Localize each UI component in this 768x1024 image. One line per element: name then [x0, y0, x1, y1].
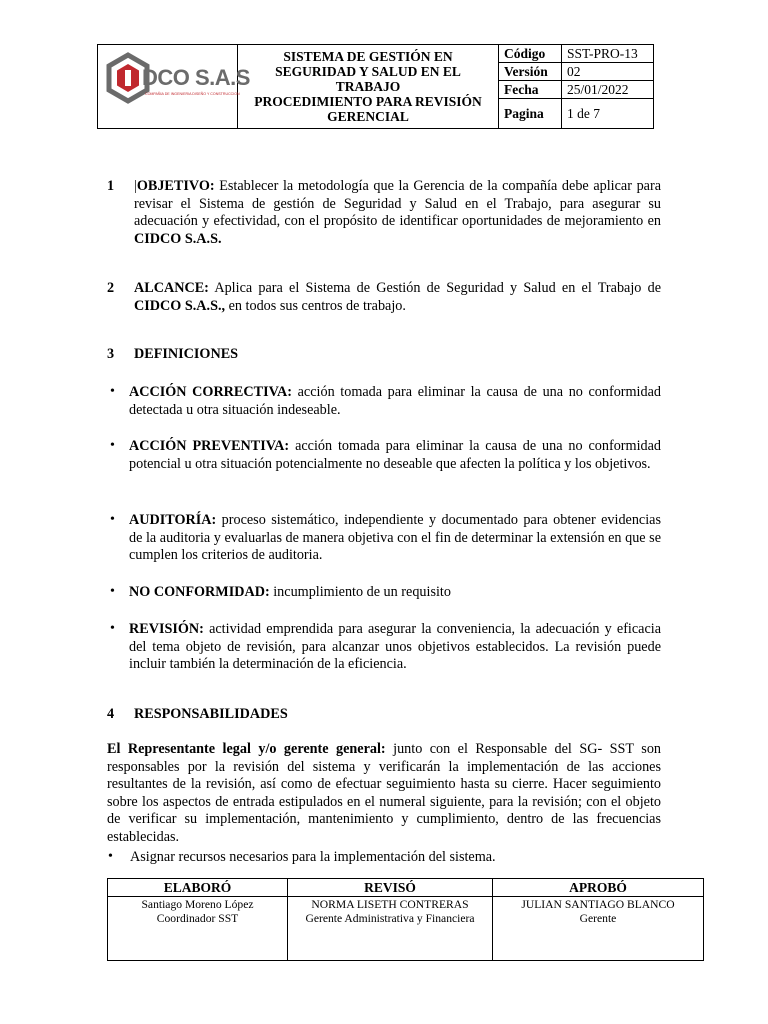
meta-label: Fecha: [499, 81, 562, 98]
section-number: 3: [107, 346, 115, 362]
definition-item: [129, 512, 661, 565]
document-title: [238, 45, 499, 128]
signer-role: Coordinador SST: [156, 912, 239, 925]
title-line: SISTEMA DE GESTIÓN EN: [283, 49, 453, 64]
signature-header: APROBÓ: [493, 879, 703, 897]
section-heading: DEFINICIONES: [134, 346, 239, 362]
signer-name: JULIAN SANTIAGO BLANCO: [521, 898, 675, 911]
signer-role: Gerente: [579, 912, 617, 925]
definition-term: ACCIÓN CORRECTIVA:: [129, 384, 293, 400]
definition-item: [129, 584, 661, 602]
cursor-marker: |: [134, 178, 137, 194]
meta-codigo: [499, 45, 653, 63]
title-line: TRABAJO: [335, 79, 401, 94]
definition-term: NO CONFORMIDAD:: [129, 584, 270, 600]
logo-text: DCO S.A.S: [142, 65, 250, 90]
responsibility-bullet: Asignar recursos necesarios para la implementación del sistema.: [130, 849, 496, 865]
meta-version: [499, 63, 653, 81]
responsible-text: junto con el Responsable del SG- SST son responsables por la revisión del sistema y verificarán la implementación de las acciones resultantes de la revisión, así como de efectuar seguimiento hasta su cierre. Hacer seguimiento sobre los aspectos de entrada estipulados en el numeral siguiente, para la revisión; con el objeto de verificar su implementación, mantenimiento y cumplimiento, dentro de las frecuencias establecidas.: [107, 741, 662, 845]
meta-fecha: [499, 81, 653, 99]
section-number: 2: [107, 280, 115, 296]
bullet-icon: •: [110, 621, 115, 636]
meta-label: Pagina: [499, 99, 562, 128]
section-objetivo: [134, 178, 661, 248]
section-heading: ALCANCE:: [134, 280, 209, 296]
signature-table: [107, 878, 704, 961]
meta-value: 02: [567, 64, 581, 79]
title-line: PROCEDIMIENTO PARA REVISIÓN: [254, 94, 482, 109]
signature-header: REVISÓ: [288, 879, 492, 897]
signer-name: Santiago Moreno López: [141, 898, 254, 911]
bullet-icon: •: [110, 438, 115, 453]
definition-item: [129, 438, 661, 473]
meta-pagina: [499, 99, 653, 128]
bullet-icon: •: [110, 584, 115, 599]
signature-body: [108, 897, 287, 926]
definition-item: [129, 384, 661, 419]
bullet-icon: •: [110, 512, 115, 527]
signer-role: Gerente Administrativa y Financiera: [305, 912, 475, 925]
definition-text: incumplimiento de un requisito: [269, 584, 451, 600]
signature-elaboro: [108, 879, 288, 960]
section-text-end: en todos sus centros de trabajo.: [225, 297, 406, 314]
company-logo: [98, 45, 250, 128]
section-number: 4: [107, 706, 115, 722]
bullet-icon: •: [108, 849, 113, 864]
meta-label: Código: [499, 45, 562, 62]
company-name: CIDCO S.A.S.,: [134, 297, 226, 314]
title-line: GERENCIAL: [327, 109, 409, 124]
logo-subtext: COMPAÑIA DE INGENIERIA DISEÑO Y CONSTRUCCION: [145, 92, 240, 96]
section-text: Aplica para el Sistema de Gestión de Seguridad y Salud en el Trabajo de: [208, 280, 661, 296]
meta-value: SST-PRO-13: [567, 46, 638, 61]
signature-reviso: [288, 879, 493, 960]
signature-body: [288, 897, 492, 926]
definition-term: AUDITORÍA:: [129, 512, 217, 528]
definition-text: proceso sistemático, independiente y documentado para obtener evidencias de la auditoria y evaluarlas de manera objetiva con el fin de determinar la extensión en que se cumplen los criterios de auditoria.: [129, 512, 661, 564]
title-line: SEGURIDAD Y SALUD EN EL: [275, 64, 461, 79]
responsabilidades-paragraph: [107, 741, 661, 847]
definition-term: REVISIÓN:: [129, 621, 204, 637]
signature-aprobo: [493, 879, 703, 960]
signature-body: [493, 897, 703, 926]
bullet-icon: •: [110, 384, 115, 399]
section-text: Establecer la metodología que la Gerencia de la compañía debe aplicar para revisar el Sistema de gestión de Seguridad y Salud en el Trabajo, para asegurar su adecuación y efectividad, con el propósito de identificar oportunidades de mejoramiento en: [134, 178, 661, 230]
signature-header: ELABORÓ: [108, 879, 287, 897]
definition-text: acción tomada para eliminar la causa de una no conformidad potencial u otra situación potencialmente no deseable que afecten la política y los objetivos.: [129, 438, 661, 472]
section-heading: OBJETIVO:: [136, 178, 215, 194]
meta-value: 25/01/2022: [567, 82, 629, 97]
definition-term: ACCIÓN PREVENTIVA:: [129, 438, 290, 454]
meta-value: 1 de 7: [567, 106, 600, 121]
definition-text: actividad emprendida para asegurar la conveniencia, la adecuación y eficacia del tema objeto de revisión, para alcanzar unos objetivos establecidos. La revisión puede incluir también la determinación de la eficiencia.: [129, 621, 661, 673]
section-alcance: [134, 280, 661, 315]
section-heading: RESPONSABILIDADES: [134, 706, 288, 722]
document-header: [97, 44, 654, 129]
meta-label: Versión: [499, 63, 562, 80]
responsible-lead: El Representante legal y/o gerente general:: [107, 741, 386, 757]
section-number: 1: [107, 178, 115, 194]
signer-name: NORMA LISETH CONTRERAS: [311, 898, 469, 911]
definition-item: [129, 621, 661, 674]
definition-text: acción tomada para eliminar la causa de una no conformidad detectada u otra situación indeseable.: [129, 384, 661, 418]
document-metadata: [499, 45, 653, 128]
company-name: CIDCO S.A.S.: [134, 230, 222, 247]
